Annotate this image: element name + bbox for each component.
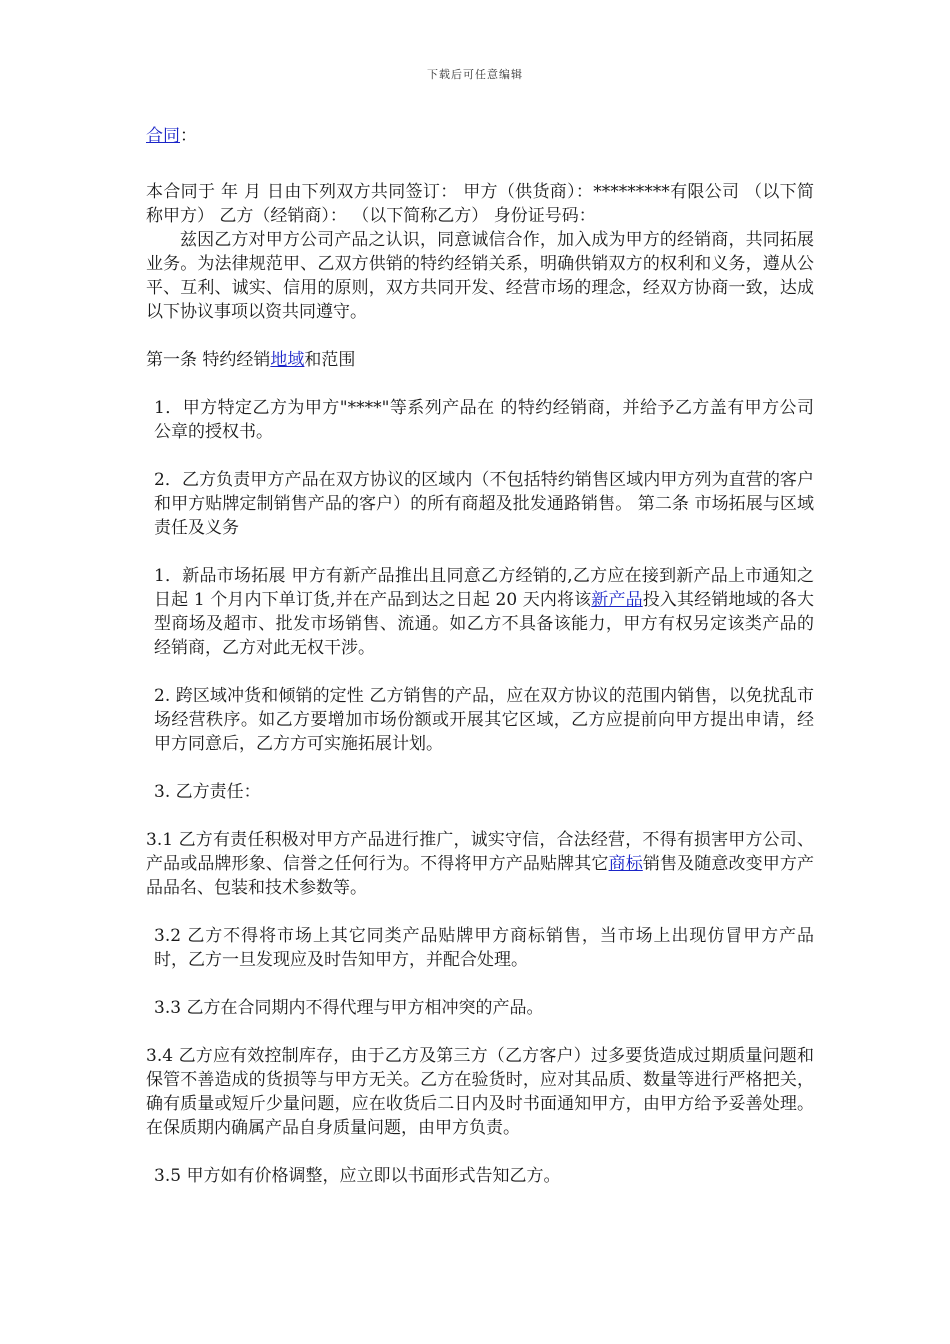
region-link[interactable]: 地域 bbox=[270, 350, 305, 370]
section-3-4: 3.4 乙方应有效控制库存，由于乙方及第三方（乙方客户）过多要货造成过期质量问题和保管不善造成的货损等与甲方无关。乙方在验货时，应对其品质、数量等进行严格把关，确有质量或短斤少量问题，应在收货后二日内及时书面通知甲方，由甲方给予妥善处理。在保质期内确属产品自身质量问题，由甲方负责。 bbox=[146, 1046, 814, 1138]
intro-paragraph: 兹因乙方对甲方公司产品之认识，同意诚信合作，加入成为甲方的经销商，共同拓展业务。为法律规范甲、乙双方供销的特约经销关系，明确供销双方的权利和义务，遵从公平、互利、诚实、信用的原则，双方共同开发、经营市场的理念，经双方协商一致，达成以下协议事项以资共同遵守。 bbox=[146, 230, 814, 322]
section-3-2: 3.2 乙方不得将市场上其它同类产品贴牌甲方商标销售，当市场上出现仿冒甲方产品时，乙方一旦发现应及时告知甲方，并配合处理。 bbox=[154, 926, 814, 970]
article-1-clause-2: 2．乙方负责甲方产品在双方协议的区域内（不包括特约销售区域内甲方列为直营的客户和甲方贴牌定制销售产品的客户）的所有商超及批发通路销售。 第二条 市场拓展与区域责任及义务 bbox=[154, 470, 814, 538]
article-1-heading-suffix: 和范围 bbox=[304, 350, 356, 370]
contract-title-suffix: ： bbox=[180, 126, 197, 146]
article-2-clause-3: 3. 乙方责任： bbox=[154, 782, 261, 802]
new-product-link[interactable]: 新产品 bbox=[591, 590, 643, 610]
article-1-clause-1: 1．甲方特定乙方为甲方"****"等系列产品在 的特约经销商，并给予乙方盖有甲方公司公章的授权书。 bbox=[154, 398, 814, 442]
section-3-1 bbox=[146, 828, 814, 900]
section-3-3: 3.3 乙方在合同期内不得代理与甲方相冲突的产品。 bbox=[154, 998, 544, 1018]
trademark-link[interactable]: 商标 bbox=[608, 854, 643, 874]
page-header-note: 下载后可任意编辑 bbox=[427, 68, 523, 81]
section-3-5: 3.5 甲方如有价格调整，应立即以书面形式告知乙方。 bbox=[154, 1166, 561, 1186]
article-2-clause-1 bbox=[146, 564, 814, 660]
section-3-1-text-b: 销售及随意改变甲方产品品名、包装和技术参数等。 bbox=[146, 854, 815, 898]
intro-signing-line: 本合同于 年 月 日由下列双方共同签订： 甲方（供货商）：*********有限公司 （以下简称甲方） 乙方（经销商）： （以下简称乙方） 身份证号码： bbox=[146, 182, 814, 226]
contract-title-link[interactable]: 合同 bbox=[146, 126, 180, 146]
document-body bbox=[146, 124, 814, 1188]
article-2-clause-2: 2. 跨区域冲货和倾销的定性 乙方销售的产品，应在双方协议的范围内销售，以免扰乱市场经营秩序。如乙方要增加市场份额或开展其它区域，乙方应提前向甲方提出申请，经甲方同意后，乙方方可实施拓展计划。 bbox=[154, 686, 814, 754]
contract-title bbox=[146, 124, 814, 148]
section-3-1-text-a: 3.1 乙方有责任积极对甲方产品进行推广，诚实守信，合法经营，不得有损害甲方公司、产品或品牌形象、信誉之任何行为。不得将甲方产品贴牌其它 bbox=[146, 830, 814, 874]
article-2-clause-1-text-b: 投入其经销地域的各大型商场及超市、批发市场销售、流通。如乙方不具备该能力，甲方有权另定该类产品的经销商，乙方对此无权干涉。 bbox=[154, 590, 815, 658]
article-2-clause-1-text-a: 1．新品市场拓展 甲方有新产品推出且同意乙方经销的,乙方应在接到新产品上市通知之日起 1 个月内下单订货,并在产品到达之日起 20 天内将该 bbox=[154, 566, 814, 610]
article-1-heading-prefix: 第一条 特约经销 bbox=[146, 350, 271, 370]
article-1-heading bbox=[146, 348, 814, 372]
